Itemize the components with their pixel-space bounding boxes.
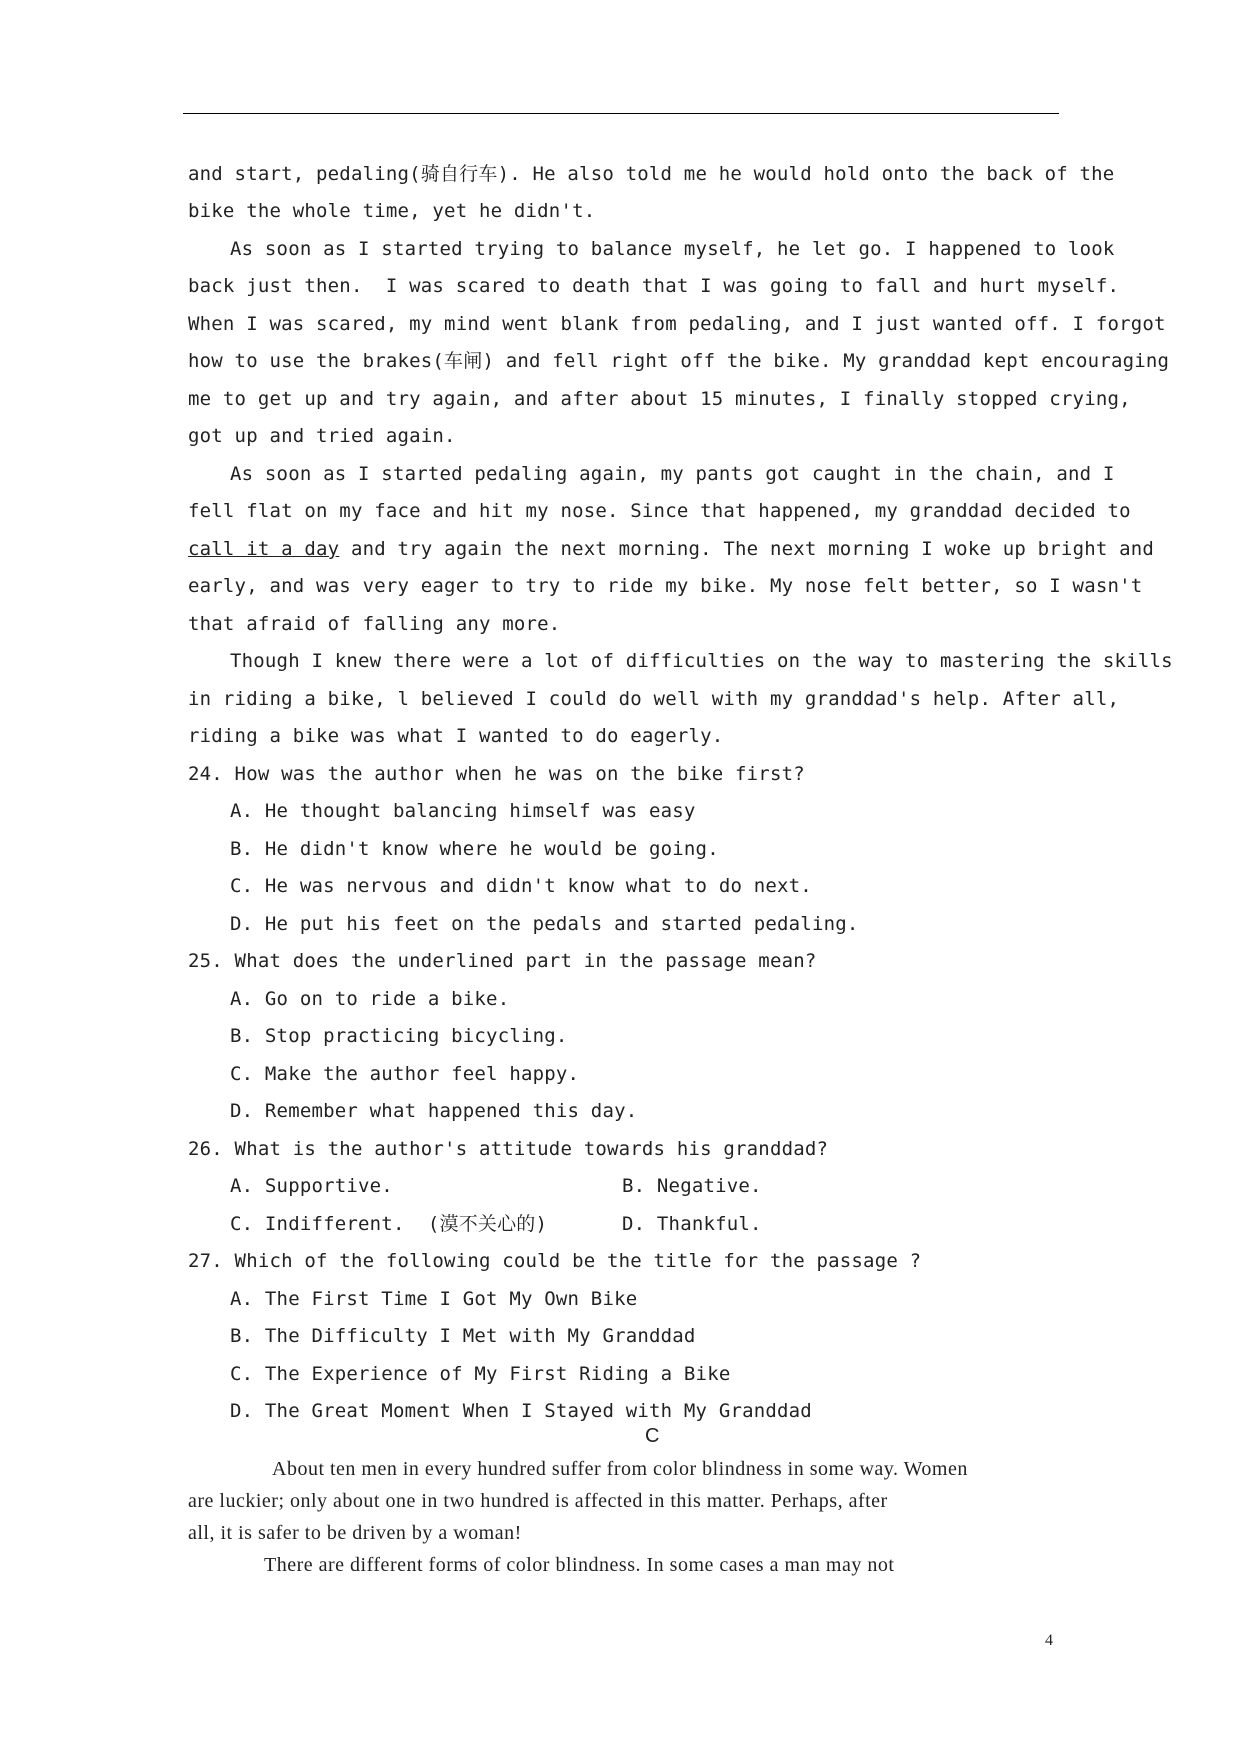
passage-line: There are different forms of color blindness. In some cases a man may not [264, 1554, 895, 1576]
passage-line: all, it is safer to be driven by a woman! [188, 1522, 522, 1544]
question-option: B. He didn't know where he would be going. [230, 838, 719, 860]
question-stem: 26. What is the author's attitude towards his granddad? [188, 1138, 829, 1160]
question-option: A. Supportive. [230, 1175, 393, 1197]
question-option: D. Thankful. [622, 1213, 762, 1235]
passage-line: As soon as I started pedaling again, my pants got caught in the chain, and I [230, 463, 1115, 485]
question-option: A. The First Time I Got My Own Bike [230, 1288, 638, 1310]
question-stem: 24. How was the author when he was on the bike first? [188, 763, 805, 785]
passage-line: early, and was very eager to try to ride my bike. My nose felt better, so I wasn't [188, 575, 1143, 597]
passage-line: and start, pedaling(骑自行车). He also told me he would hold onto the back of the [188, 163, 1115, 185]
passage-line: riding a bike was what I wanted to do eagerly. [188, 725, 724, 747]
underlined-phrase: call it a day [188, 538, 340, 560]
question-option: C. The Experience of My First Riding a Bike [230, 1363, 731, 1385]
question-option: D. Remember what happened this day. [230, 1100, 638, 1122]
passage-line: that afraid of falling any more. [188, 613, 561, 635]
passage-line: back just then. I was scared to death that I was going to fall and hurt myself. [188, 275, 1120, 297]
question-option: D. The Great Moment When I Stayed with My Granddad [230, 1400, 812, 1422]
question-option: B. Stop practicing bicycling. [230, 1025, 568, 1047]
question-option: C. He was nervous and didn't know what to do next. [230, 875, 812, 897]
passage-line: got up and tried again. [188, 425, 456, 447]
question-option: C. Make the author feel happy. [230, 1063, 580, 1085]
passage-line: As soon as I started trying to balance myself, he let go. I happened to look [230, 238, 1115, 260]
passage-line: About ten men in every hundred suffer from color blindness in some way. Women [272, 1458, 968, 1480]
question-option: B. The Difficulty I Met with My Granddad [230, 1325, 696, 1347]
passage-line: how to use the brakes(车闸) and fell right off the bike. My granddad kept encouraging [188, 350, 1170, 372]
question-option: A. Go on to ride a bike. [230, 988, 510, 1010]
page-number: 4 [1045, 1632, 1053, 1649]
question-option: A. He thought balancing himself was easy [230, 800, 696, 822]
question-stem: 25. What does the underlined part in the passage mean? [188, 950, 817, 972]
question-option: C. Indifferent. (漠不关心的) [230, 1213, 548, 1235]
question-stem: 27. Which of the following could be the title for the passage ? [188, 1250, 922, 1272]
passage-line: When I was scared, my mind went blank from pedaling, and I just wanted off. I forgot [188, 313, 1166, 335]
header-rule [183, 113, 1059, 114]
passage-line: call it a day and try again the next morning. The next morning I woke up bright and [188, 538, 1155, 560]
question-option: D. He put his feet on the pedals and started pedaling. [230, 913, 859, 935]
section-heading: C [645, 1425, 660, 1447]
passage-line: are luckier; only about one in two hundred is affected in this matter. Perhaps, after [188, 1490, 888, 1512]
passage-line: in riding a bike, l believed I could do well with my granddad's help. After all, [188, 688, 1120, 710]
passage-line: me to get up and try again, and after about 15 minutes, I finally stopped crying, [188, 388, 1131, 410]
passage-line: bike the whole time, yet he didn't. [188, 200, 596, 222]
passage-line: Though I knew there were a lot of difficulties on the way to mastering the skills [230, 650, 1173, 672]
passage-line: fell flat on my face and hit my nose. Since that happened, my granddad decided to [188, 500, 1131, 522]
question-option: B. Negative. [622, 1175, 762, 1197]
